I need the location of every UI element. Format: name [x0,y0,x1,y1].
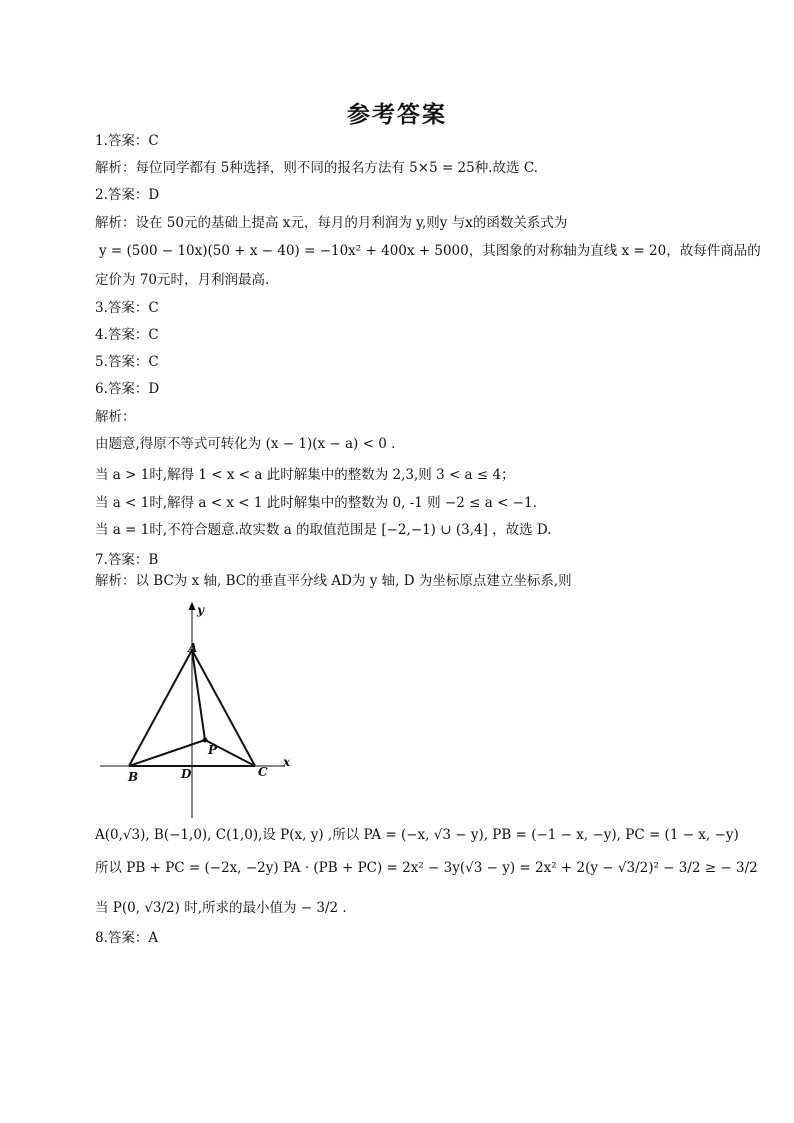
answer-2: 2.答案：D [95,187,160,203]
triangle-diagram [95,600,310,820]
analysis-2-conclusion: 定价为 70元时，月利润最高. [95,272,270,288]
label-B: B [128,770,139,784]
answer-8: 8.答案：A [95,930,159,946]
label-y: y [197,603,204,617]
point-P [203,738,208,743]
analysis-6-step-3: 当 a < 1时,解得 a < x < 1 此时解集中的整数为 0, -1 则 −2 ≤ a < −1. [95,495,537,511]
label-D: D [181,767,192,781]
analysis-2: 解析：设在 50元的基础上提高 x元，每月的月利润为 y,则y 与x的函数关系式为 [95,215,568,231]
analysis-1: 解析：每位同学都有 5种选择，则不同的报名方法有 5×5 = 25种.故选 C. [95,160,538,176]
label-P: P [208,743,218,757]
label-x: x [283,755,291,769]
analysis-6-step-2: 当 a > 1时,解得 1 < x < a 此时解集中的整数为 2,3,则 3 < a ≤ 4； [95,467,515,483]
coordinate-figure [95,600,310,820]
analysis-2-formula: y = (500 − 10x)(50 + x − 40) = −10x² + 400x + 5000，其图象的对称轴为直线 x = 20，故每件商品的 [99,243,761,259]
analysis-6-step-1: 由题意,得原不等式可转化为 (x − 1)(x − a) < 0 . [95,436,396,452]
answer-1: 1.答案：C [95,133,159,149]
label-A: A [188,641,198,655]
analysis-7: 解析：以 BC为 x 轴, BC的垂直平分线 AD为 y 轴, D 为坐标原点建立坐标系,则 [95,573,572,589]
analysis-6-step-4: 当 a = 1时,不符合题意.故实数 a 的取值范围是 [−2,−1) ∪ (3,4] ，故选 D. [95,522,552,538]
analysis-7-minimum: 当 P(0, √3/2) 时,所求的最小值为 − 3/2 . [95,900,347,916]
answer-5: 5.答案：C [95,354,159,370]
label-C: C [258,765,268,779]
answer-7: 7.答案：B [95,552,159,568]
analysis-7-vectors: A(0,√3), B(−1,0), C(1,0),设 P(x, y) ,所以 PA = (−x, √3 − y), PB = (−1 − x, −y), PC = (1 − x, −y) [95,827,739,843]
page-title: 参考答案 [347,101,447,128]
y-axis-arrow [189,603,195,610]
analysis-6-label: 解析： [95,409,136,425]
analysis-7-dot-product: 所以 PB + PC = (−2x, −2y) PA · (PB + PC) = 2x² − 3y(√3 − y) = 2x² + 2(y − √3/2)² − 3/2 ≥ − 3/2 [95,860,758,876]
answer-4: 4.答案：C [95,327,159,343]
answer-6: 6.答案：D [95,381,160,397]
answer-3: 3.答案：C [95,300,159,316]
